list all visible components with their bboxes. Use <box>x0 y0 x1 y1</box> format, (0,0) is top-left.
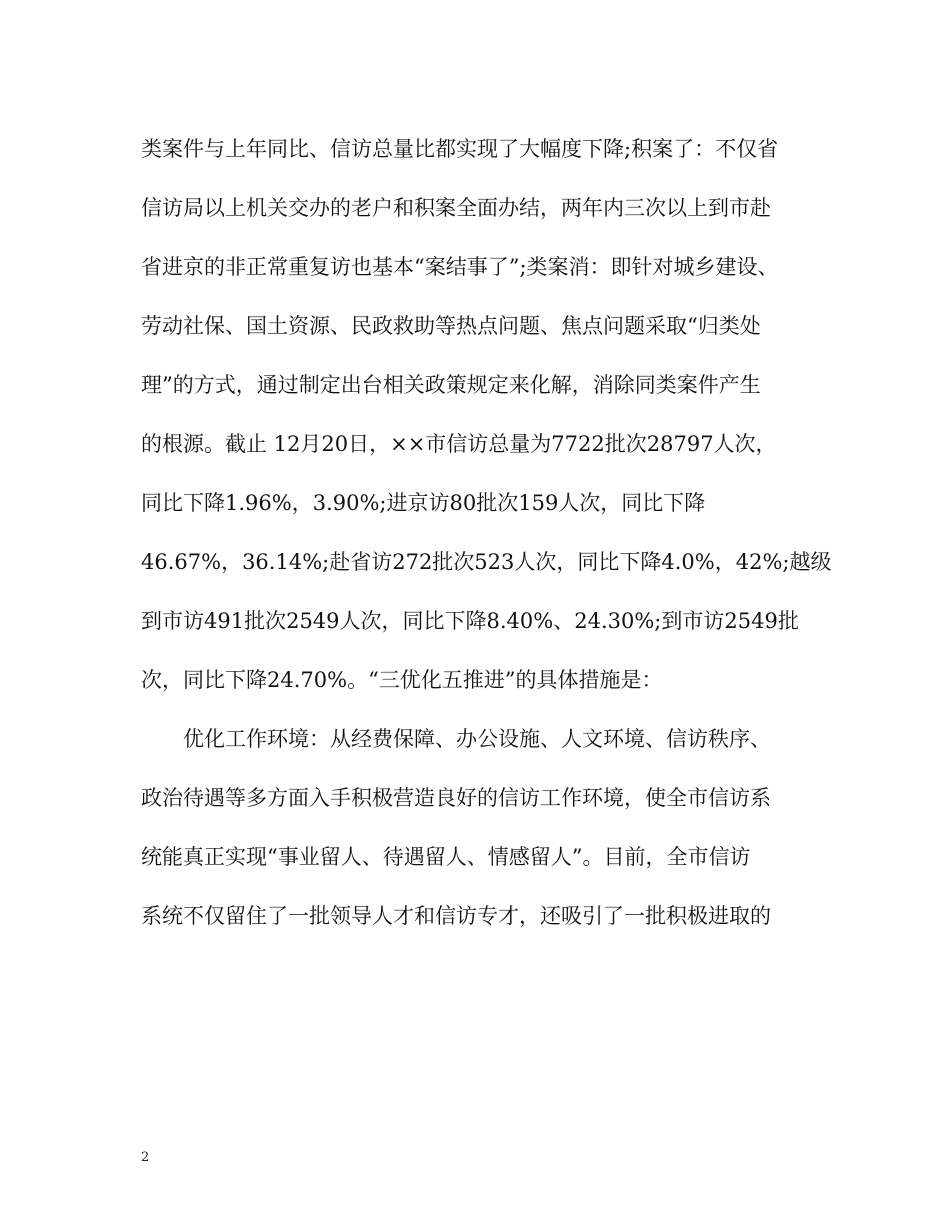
body-text <box>141 120 832 946</box>
text-line: 同比下降1.96%，3.90%;进京访80批次159人次，同比下降 <box>141 491 706 515</box>
text-line: 统能真正实现“事业留人、待遇留人、情感留人”。目前，全市信访 <box>141 845 751 869</box>
text-line: 劳动社保、国土资源、民政救助等热点问题、焦点问题采取“归类处 <box>141 314 761 338</box>
page-number: 2 <box>141 1150 150 1165</box>
text-line: 次，同比下降24.70%。“三优化五推进”的具体措施是： <box>141 668 663 692</box>
text-line: 省进京的非正常重复访也基本“案结事了”;类案消：即针对城乡建设、 <box>141 255 779 279</box>
text-line: 类案件与上年同比、信访总量比都实现了大幅度下降;积案了：不仅省 <box>141 137 779 161</box>
text-line: 系统不仅留住了一批领导人才和信访专才，还吸引了一批积极进取的 <box>141 904 771 928</box>
text-line: 的根源。截止 12月20日，××市信访总量为7722批次28797人次， <box>141 432 777 456</box>
text-line: 政治待遇等多方面入手积极营造良好的信访工作环境，使全市信访系 <box>141 786 771 810</box>
text-line: 46.67%，36.14%;赴省访272批次523人次，同比下降4.0%，42%;越级 <box>141 550 832 574</box>
text-line: 到市访491批次2549人次，同比下降8.40%、24.30%;到市访2549批 <box>141 609 799 633</box>
text-line: 理”的方式，通过制定出台相关政策规定来化解，消除同类案件产生 <box>141 373 761 397</box>
paragraph-start-line: 优化工作环境：从经费保障、办公设施、人文环境、信访秩序、 <box>183 727 771 751</box>
text-line: 信访局以上机关交办的老户和积案全面办结，两年内三次以上到市赴 <box>141 196 771 220</box>
